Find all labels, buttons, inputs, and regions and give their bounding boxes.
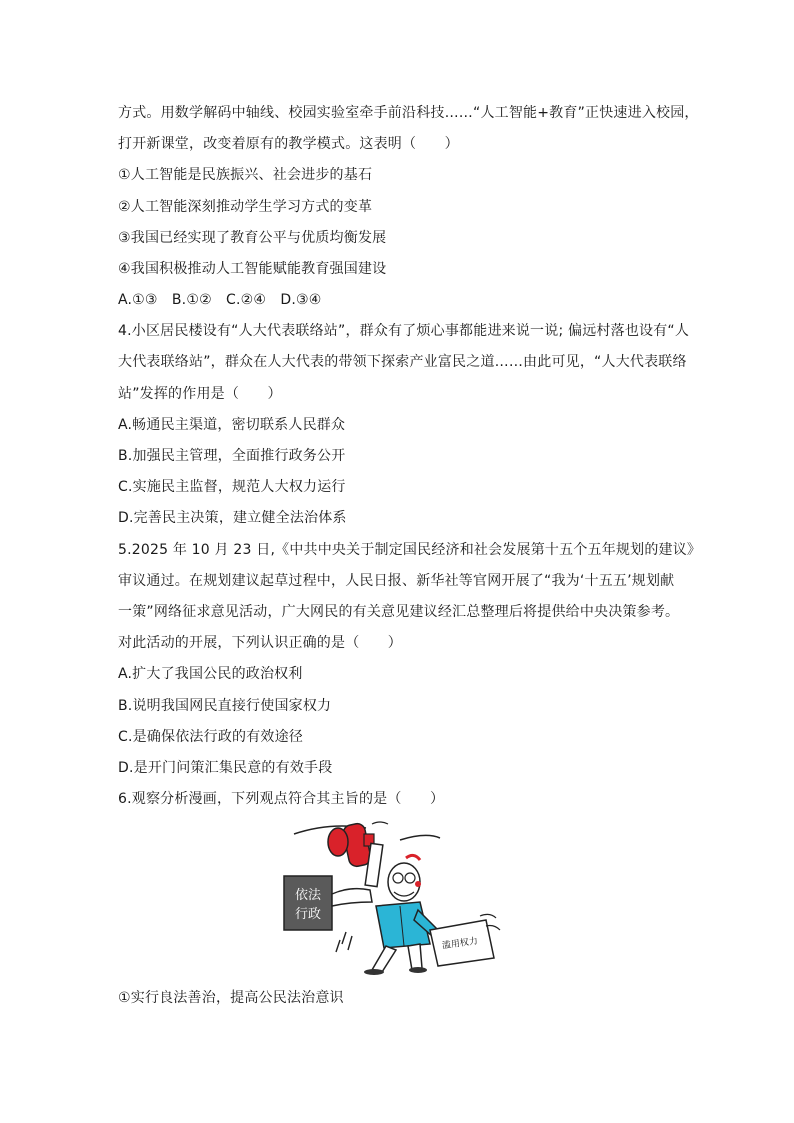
q4-option-d: D.完善民主决策，建立健全法治体系	[118, 510, 347, 526]
q5-stem-line-3: 一策”网络征求意见活动，广大网民的有关意见建议经汇总整理后将提供给中央决策参考。	[118, 604, 680, 620]
cartoon-illustration	[280, 820, 506, 976]
q3-item-1: ①人工智能是民族振兴、社会进步的基石	[118, 167, 373, 183]
q5-option-c: C.是确保依法行政的有效途径	[118, 729, 304, 745]
man-head	[388, 855, 421, 901]
q6-item-1: ①实行良法善治，提高公民法治意识	[118, 990, 344, 1006]
q5-option-a: A.扩大了我国公民的政治权利	[118, 666, 303, 682]
q5-option-d: D.是开门问策汇集民意的有效手段	[118, 760, 333, 776]
q5-stem-line-4: 对此活动的开展，下列认识正确的是（ ）	[118, 635, 402, 651]
q5-stem-line-2: 审议通过。在规划建议起草过程中，人民日报、新华社等官网开展了“我为‘十五五’规划献	[118, 573, 675, 589]
arm	[332, 889, 372, 906]
q4-stem-line-2: 大代表联络站”，群众在人大代表的带领下探索产业富民之道……由此可见，“人大代表联络	[118, 354, 687, 370]
q3-item-2: ②人工智能深刻推动学生学习方式的变革	[118, 199, 373, 215]
q4-option-a: A.畅通民主渠道，密切联系人民群众	[118, 417, 346, 433]
man-body	[364, 902, 438, 975]
q5-stem-line-1: 5.2025 年 10 月 23 日,《中共中央关于制定国民经济和社会发展第十五个五年规划的建议》	[118, 542, 702, 558]
q4-stem-line-1: 4.小区居民楼设有“人大代表联络站”，群众有了烦心事都能进来说一说; 偏远村落也设有“人	[118, 323, 690, 339]
q4-stem-line-3: 站”发挥的作用是（ ）	[118, 386, 282, 402]
paper-text: 滥用权力	[441, 936, 479, 952]
sign-text-2: 行政	[294, 907, 322, 922]
q5-option-b: B.说明我国网民直接行使国家权力	[118, 698, 332, 714]
motion-line	[400, 835, 440, 840]
paper	[430, 914, 500, 966]
sign-text-1: 依法	[294, 888, 322, 903]
q6-stem: 6.观察分析漫画，下列观点符合其主旨的是（ ）	[118, 791, 445, 807]
motion-marks	[336, 932, 352, 952]
q3-item-3: ③我国已经实现了教育公平与优质均衡发展	[118, 230, 387, 246]
q3-options: A.①③ B.①② C.②④ D.③④	[118, 292, 322, 308]
q4-option-b: B.加强民主管理，全面推行政务公开	[118, 448, 346, 464]
q4-option-c: C.实施民主监督，规范人大权力运行	[118, 479, 346, 495]
q3-stem-line-1: 方式。用数学解码中轴线、校园实验室牵手前沿科技……“人工智能+教育”正快速进入校园，	[118, 105, 699, 121]
motion-line	[372, 822, 388, 824]
q3-stem-line-2: 打开新课堂，改变着原有的教学模式。这表明（ ）	[118, 136, 459, 152]
sign-board	[284, 876, 332, 930]
q3-item-4: ④我国积极推动人工智能赋能教育强国建设	[118, 261, 387, 277]
hammer-icon	[328, 822, 383, 886]
